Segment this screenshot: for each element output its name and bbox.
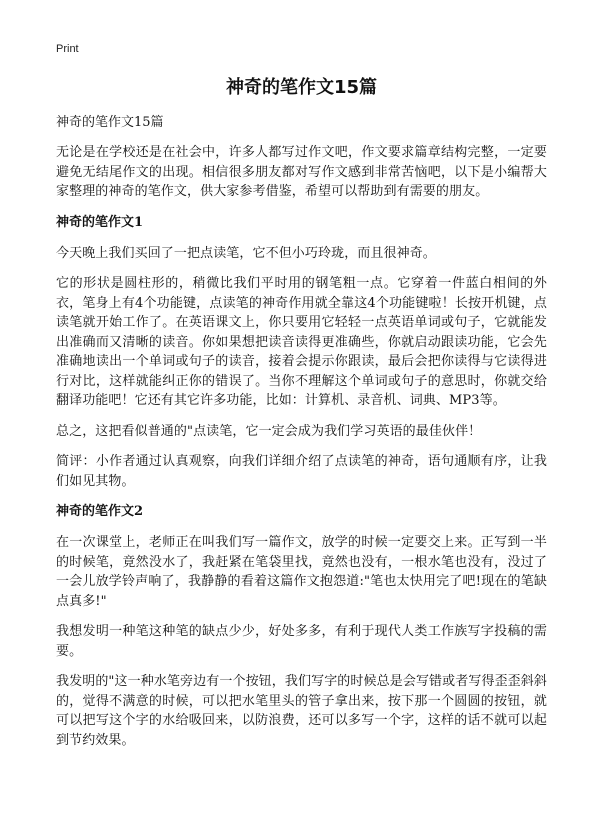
essay-1-paragraph: 今天晚上我们买回了一把点读笔，它不但小巧玲珑，而且很神奇。 [56, 245, 436, 261]
essay-2-paragraph: 我想发明一种笔这种笔的缺点少少，好处多多，有利于现代人类工作族写字投稿的需要。 [56, 624, 547, 659]
essay-1-heading: 神奇的笔作文1 [56, 214, 144, 230]
essay-1-paragraph: 总之，这把看似普通的"点读笔，它一定会成为我们学习英语的最佳伙伴！ [56, 423, 482, 439]
intro-paragraph: 无论是在学校还是在社会中，许多人都写过作文吧，作文要求篇章结构完整，一定要避免无结尾作文的出现。相信很多朋友都对写作文感到非常苦恼吧，以下是小编帮大家整理的神奇的笔作文，供大家参考借鉴，希望可以帮助到有需要的朋友。 [56, 145, 547, 199]
essay-1-comment: 简评：小作者通过认真观察，向我们详细介绍了点读笔的神奇，语句通顺有序，让我们如见其物。 [56, 454, 547, 489]
essay-2-paragraph: 在一次课堂上，老师正在叫我们写一篇作文，放学的时候一定要交上来。正写到一半的时候笔，竟然没水了，我赶紧在笔袋里找，竟然也没有，一根水笔也没有，没过了一会儿放学铃声响了，我静静的看着这篇作文抱怨道:"笔也太快用完了吧!现在的笔缺点真多!" [56, 535, 547, 609]
essay-2-heading: 神奇的笔作文2 [56, 504, 144, 519]
essay-1-paragraph: 它的形状是圆柱形的，稍微比我们平时用的钢笔粗一点。它穿着一件蓝白相间的外衣，笔身上有4个功能键，点读笔的神奇作用就全靠这4个功能键啦！长按开机键，点读笔就开始工作了。在英语课文上，你只要用它轻轻一点英语单词或句子，它就能发出准确而又清晰的读音。你如果想把读音读得更准确些，你就启动跟读功能，它会先准确地读出一个单词或句子的读音，接着会提示你跟读，最后会把你读得与它读得进行对比，这样就能纠正你的错误了。当你不理解这个单词或句子的意思时，你就交给翻译功能吧！它还有其它许多功能，比如：计算机、录音机、词典、MP3等。 [56, 276, 547, 408]
page-title: 神奇的笔作文15篇 [225, 77, 378, 98]
document-subtitle: 神奇的笔作文15篇 [56, 115, 164, 130]
essay-2-paragraph: 我发明的"这一种水笔旁边有一个按钮，我们写字的时候总是会写错或者写得歪歪斜斜的，觉得不满意的时候，可以把水笔里头的管子拿出来，按下那一个圆圆的按钮，就可以把写这个字的水给吸回来，以防浪费，还可以多写一个字，这样的话不就可以起到节约效果。 [56, 674, 547, 748]
print-link[interactable]: Print [56, 43, 79, 55]
